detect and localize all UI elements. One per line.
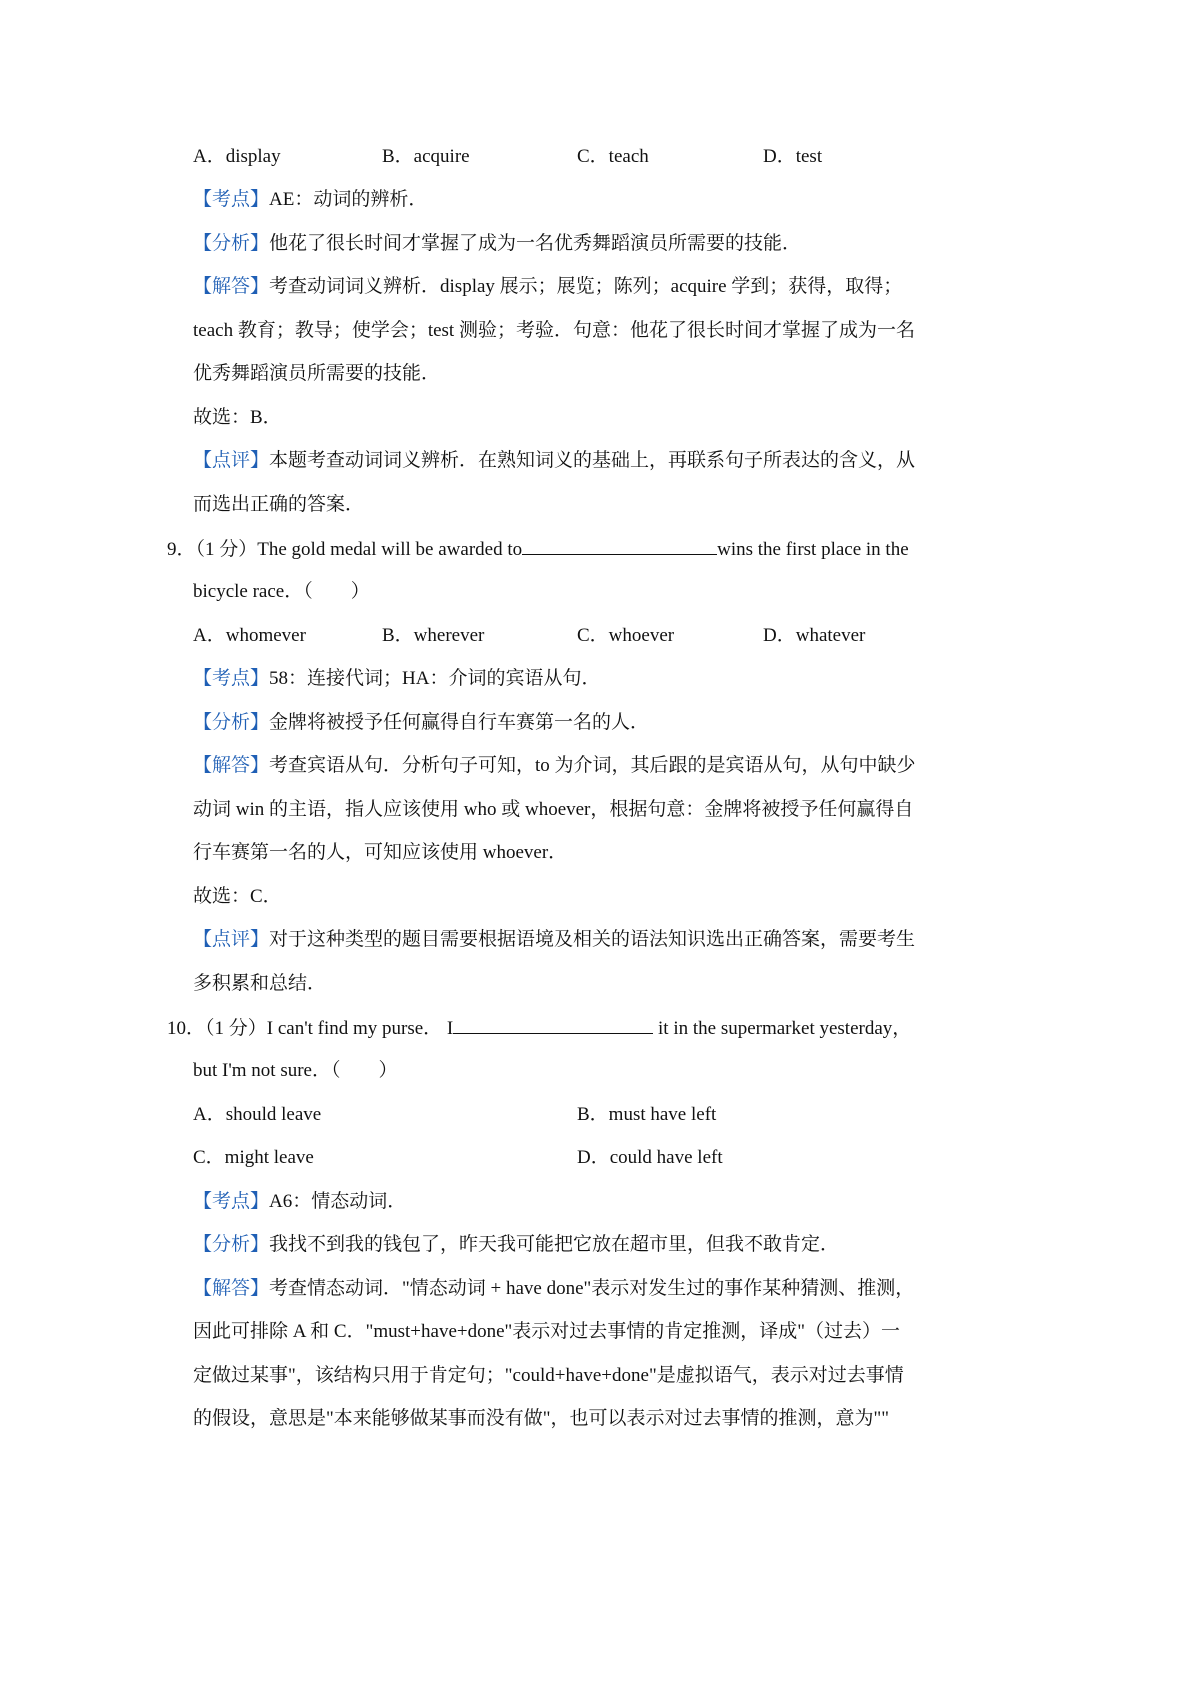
q9-answer: 故选：C． — [193, 886, 282, 907]
q8-dianping-line-2: 而选出正确的答案． — [193, 494, 365, 515]
q9-jieda-line-3: 行车赛第一名的人，可知应该使用 whoever． — [193, 842, 568, 863]
q8-fenxi: 【分析】他花了很长时间才掌握了成为一名优秀舞蹈演员所需要的技能． — [193, 233, 802, 254]
q10-option-c: C．might leave — [193, 1147, 314, 1168]
q8-dianping-line-1: 【点评】本题考查动词词义辨析．在熟知词义的基础上，再联系句子所表达的含义，从 — [193, 450, 916, 471]
jieda-label: 【解答】 — [193, 276, 270, 297]
q9-option-d: D．whatever — [763, 625, 866, 646]
q8-kaodian: 【考点】AE：动词的辨析． — [193, 189, 428, 210]
jieda-label: 【解答】 — [193, 755, 270, 776]
answer-blank — [453, 1015, 653, 1034]
q8-option-a: A．display — [193, 146, 281, 167]
q9-kaodian: 【考点】58：连接代词；HA：介词的宾语从句． — [193, 668, 601, 689]
q10-jieda-line-1: 【解答】考查情态动词．"情态动词 + have done"表示对发生过的事作某种猜测、推测， — [193, 1278, 915, 1299]
q9-dianping-line-1: 【点评】对于这种类型的题目需要根据语境及相关的语法知识选出正确答案，需要考生 — [193, 929, 916, 950]
q8-jieda-line-2: teach 教育；教导；使学会；test 测验；考验．句意：他花了很长时间才掌握了成为一名 — [193, 320, 915, 341]
fenxi-label: 【分析】 — [193, 1234, 270, 1255]
q10-stem-line-2: but I'm not sure．（ ） — [193, 1060, 398, 1081]
dianping-label: 【点评】 — [193, 929, 270, 950]
q10-jieda-line-4: 的假设，意思是"本来能够做某事而没有做"，也可以表示对过去事情的推测，意为"" — [193, 1408, 890, 1429]
q10-kaodian: 【考点】A6：情态动词． — [193, 1191, 407, 1212]
q9-jieda-line-2: 动词 win 的主语，指人应该使用 who 或 whoever，根据句意：金牌将被授予任何赢得自 — [193, 799, 914, 820]
q10-option-a: A．should leave — [193, 1104, 322, 1125]
kaodian-label: 【考点】 — [193, 668, 270, 689]
q9-jieda-line-1: 【解答】考查宾语从句．分析句子可知，to 为介词，其后跟的是宾语从句，从句中缺少 — [193, 755, 916, 776]
q9-stem-line-1: 9．（1 分）The gold medal will be awarded to wins the first place in the — [167, 536, 909, 563]
kaodian-label: 【考点】 — [193, 1191, 270, 1212]
q8-option-d: D．test — [763, 146, 823, 167]
q9-dianping-line-2: 多积累和总结． — [193, 973, 327, 994]
q8-option-b: B．acquire — [382, 146, 470, 167]
dianping-label: 【点评】 — [193, 450, 270, 471]
answer-blank — [522, 536, 717, 555]
q8-option-c: C．teach — [577, 146, 649, 167]
q10-stem-line-1: 10．（1 分）I can't find my purse． I it in the supermarket yesterday， — [167, 1015, 911, 1042]
q9-option-c: C．whoever — [577, 625, 675, 646]
q9-fenxi: 【分析】金牌将被授予任何赢得自行车赛第一名的人． — [193, 712, 650, 733]
q8-answer: 故选：B． — [193, 407, 282, 428]
q8-jieda-line-3: 优秀舞蹈演员所需要的技能． — [193, 363, 441, 384]
fenxi-label: 【分析】 — [193, 712, 270, 733]
q10-option-b: B．must have left — [577, 1104, 717, 1125]
fenxi-label: 【分析】 — [193, 233, 270, 254]
q9-option-a: A．whomever — [193, 625, 306, 646]
q10-jieda-line-2: 因此可排除 A 和 C．"must+have+done"表示对过去事情的肯定推测，译成"（过去）一 — [193, 1321, 901, 1342]
q9-option-b: B．wherever — [382, 625, 485, 646]
q9-stem-line-2: bicycle race．（ ） — [193, 581, 370, 602]
kaodian-label: 【考点】 — [193, 189, 270, 210]
q10-option-d: D．could have left — [577, 1147, 723, 1168]
q10-jieda-line-3: 定做过某事"，该结构只用于肯定句；"could+have+done"是虚拟语气，表示对过去事情 — [193, 1365, 904, 1386]
q8-jieda-line-1: 【解答】考查动词词义辨析．display 展示；展览；陈列；acquire 学到；获得，取得； — [193, 276, 903, 297]
jieda-label: 【解答】 — [193, 1278, 270, 1299]
q10-fenxi: 【分析】我找不到我的钱包了，昨天我可能把它放在超市里，但我不敢肯定． — [193, 1234, 840, 1255]
